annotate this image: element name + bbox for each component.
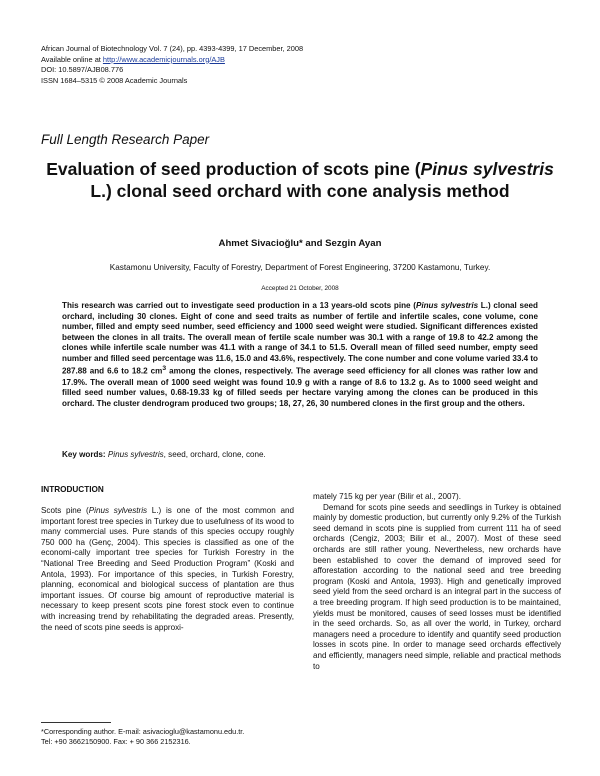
intro-species: Pinus sylvestris [88, 506, 148, 515]
intro-text-2: L.) is one of the most common and important forest tree species in Turkey due to usefulness of its wood to many commercial uses. Pure stands of this species occupy roughly 750 000 ha (Genç, 2004). This species is classified as one of the economi-cally important tree species for Turkish Forestry in the “National Tree Breeding and Seed Production Program” (Koski and Antola, 1993). For importance of this species, in Turkish Forestry, planning, economical and biological success of plantation are thus important issues. Of course big amount of reproductive material is necessary to keep present scots pine forest stock even to continue with increasing trend by rehabilitating the degraded areas. Presently, the need of scots pine seeds is approxi- [41, 506, 294, 632]
footnote-divider [41, 722, 111, 723]
article-type: Full Length Research Paper [41, 132, 210, 147]
footnote-phone: Tel: +90 3662150900. Fax: + 90 366 2152316. [41, 737, 191, 747]
abstract-text-3: among the clones, respectively. The average seed efficiency for all clones was rather low and 17.9%. The overall mean of 1000 seed weight was found 10.9 g with a range of 8.6 to 13.2 g. As to 1000 seed weight and filled seed number values, 0.68-19.33 kg of filled seeds per hectare varying among the clones can be produced in this orchard. The cluster dendrogram produced two groups; 18, 27, 26, 30 numbered clones in the first group and the others. [62, 366, 538, 408]
journal-link[interactable]: http://www.academicjournals.org/AJB [102, 54, 225, 64]
left-column [41, 506, 294, 633]
paper-title [46, 158, 554, 202]
keywords [62, 450, 266, 459]
abstract [62, 301, 538, 409]
affiliation: Kastamonu University, Faculty of Forestry, Department of Forest Engineering, 37200 Kastamonu, Turkey. [109, 263, 491, 272]
abstract-species: Pinus sylvestris [415, 301, 479, 310]
footnote [41, 727, 301, 747]
journal-availability [41, 55, 303, 66]
authors: Ahmet Sivacioğlu* and Sezgin Ayan [218, 238, 382, 249]
title-part2: L.) clonal seed orchard with cone analysis method [90, 181, 510, 201]
abstract-text-1: This research was carried out to investigate seed production in a 13 years-old scots pine ( [62, 301, 416, 310]
journal-doi: DOI: 10.5897/AJB08.776 [41, 65, 124, 75]
footnote-email: *Corresponding author. E-mail: asivacioglu@kastamonu.edu.tr. [41, 727, 245, 736]
keywords-rest: , seed, orchard, clone, cone. [163, 450, 266, 459]
keywords-label: Key words: [62, 450, 106, 459]
section-heading-introduction: INTRODUCTION [41, 485, 104, 494]
availability-prefix: Available online at [41, 54, 103, 64]
intro-text-1: Scots pine ( [41, 506, 89, 515]
right-paragraph-2: Demand for scots pine seeds and seedlings in Turkey is obtained mainly by domestic production, but currently only 9.2% of the Turkish seed demand in scots pine is supplied from current 111 ha of seed orchards (Cengiz, 2003; Bilir et al., 2007). Most of these seed orchards are still rather young. Nevertheless, new orchards have been established to cover the demand of improved seed for afforestation according to the national seed and tree breeding program (Koski and Antola, 1993). High and genetically improved seed yield from the seed orchard is an integral part in the success of a tree breeding program. If high seed production is to be maintained, yields must be monitored, causes of seed losses must be identified in the seed orchards. So, as all over the world, in Turkey, orchard managers need a procedure to identify and quantify seed production losses in scots pine. In order to manage seed orchards effectively and efficiently, managers need simple, reliable and practical methods to [313, 502, 561, 671]
title-species: Pinus sylvestris [420, 159, 554, 179]
abstract-text-2: L.) clonal seed orchard, including 30 clones. Eight of cone and seed traits as number of fertile and infertile scales, cone volume, cone number, filled and empty seed number, seed efficiency and 1000 seed weight were studied. Significant differences existed between the clones in all traits. The overall mean of fertile scale number was 30.1 with a range of 19.8 to 42.2 among the clones while infertile scale number was 41.1 with a range of 34.1 to 51.5. Overall mean of filled seed number, empty seed number and filled seed percentage was 11.6, 15.0 and 43.6%, respectively. The cone number and cone volume varied 33.4 to 287.88 and 6.6 to 18.2 cm [62, 301, 538, 376]
abstract-superscript: 3 [162, 365, 167, 373]
keywords-species: Pinus sylvestris [107, 450, 164, 459]
right-paragraph-continuation: mately 715 kg per year (Bilir et al., 2007). [313, 492, 462, 501]
intro-paragraph-1 [41, 506, 294, 633]
journal-header [41, 44, 303, 86]
journal-issn: ISSN 1684–5315 © 2008 Academic Journals [41, 75, 188, 85]
title-part1: Evaluation of seed production of scots pine ( [46, 159, 421, 179]
journal-citation: African Journal of Biotechnology Vol. 7 (24), pp. 4393-4399, 17 December, 2008 [41, 44, 304, 53]
right-column [313, 492, 561, 672]
accepted-date: Accepted 21 October, 2008 [261, 285, 339, 292]
